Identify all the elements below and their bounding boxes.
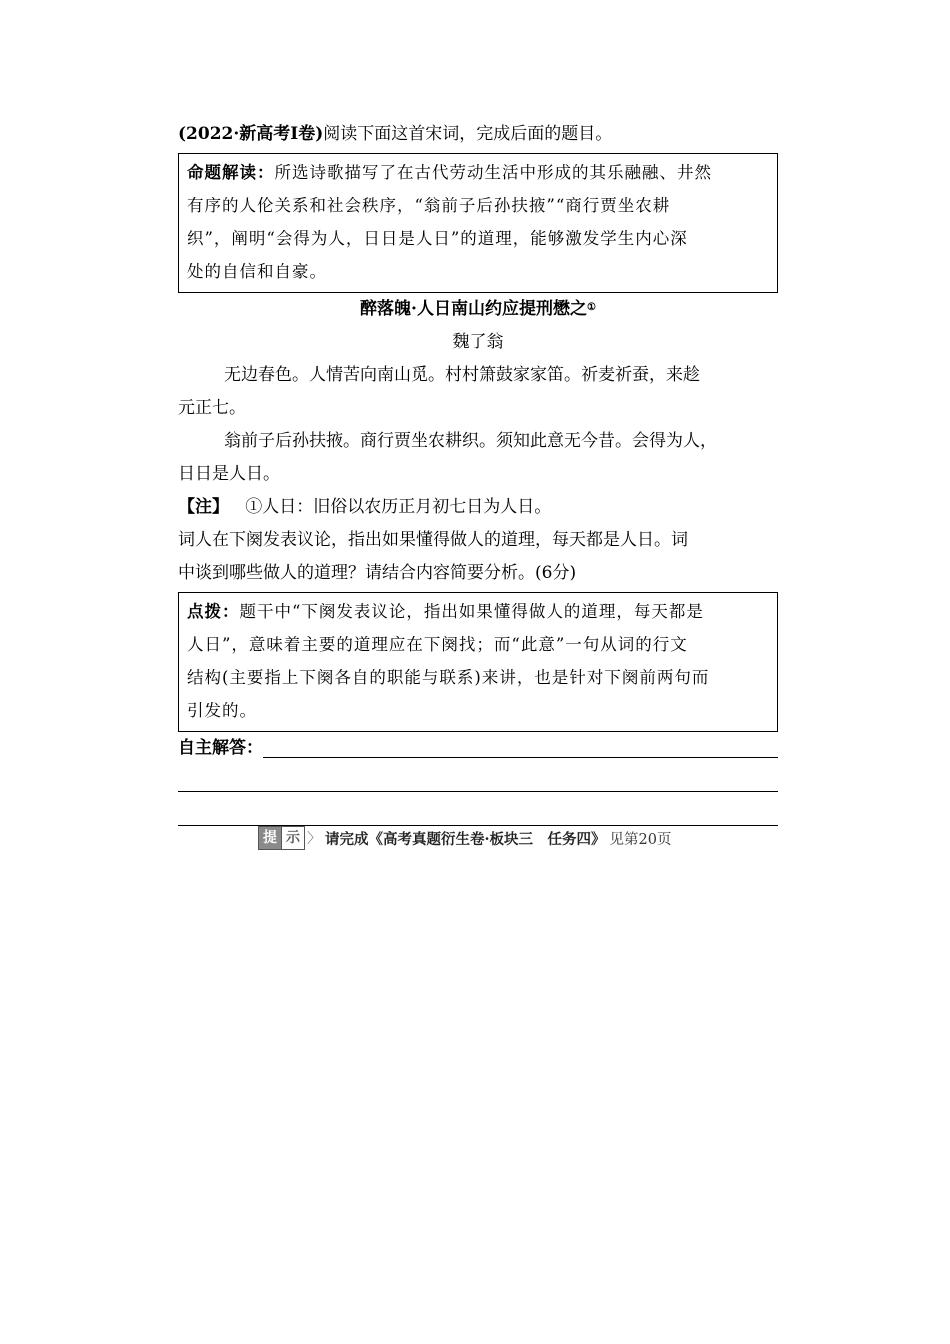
poem-author: 魏了翁 <box>452 332 504 352</box>
analysis-text-line: 织”，阐明“会得为人，日日是人日”的道理，能够激发学生内心深 <box>187 229 688 248</box>
poem-note <box>178 491 778 524</box>
poem-title-note-mark: ① <box>586 302 596 313</box>
poem-line: 日日是人日。 <box>178 464 280 484</box>
poem-line: 元正七。 <box>178 398 246 418</box>
hint-badge-char: 示 <box>281 827 304 849</box>
chevron-right-icon: 〉 <box>307 831 321 847</box>
hint-bar <box>258 826 672 850</box>
hint-badge-char: 提 <box>259 827 281 849</box>
document-page <box>178 118 778 826</box>
hint-page-ref: 见第20页 <box>609 831 672 848</box>
tip-text-line: 引发的。 <box>187 701 257 720</box>
question-instruction: 阅读下面这首宋词，完成后面的题目。 <box>323 124 613 144</box>
hint-badge <box>258 826 305 850</box>
analysis-label: 命题解读： <box>187 163 275 182</box>
analysis-text-line: 所选诗歌描写了在古代劳动生活中形成的其乐融融、井然 <box>274 163 712 182</box>
analysis-text-line: 有序的人伦关系和社会秩序，“翁前子后孙扶掖”“商行贾坐农耕 <box>187 196 671 215</box>
tip-box <box>178 592 778 732</box>
question-line: 词人在下阕发表议论，指出如果懂得做人的道理，每天都是人日。词 <box>178 530 688 550</box>
poem-line: 翁前子后孙扶掖。商行贾坐农耕织。须知此意无今昔。会得为人， <box>224 431 717 451</box>
tip-text-line: 题干中“下阕发表议论，指出如果懂得做人的道理，每天都是 <box>239 602 704 621</box>
tip-text-line: 结构(主要指上下阕各自的职能与联系)来讲，也是针对下阕前两句而 <box>187 668 710 687</box>
hint-text: 请完成《高考真题衍生卷·板块三 任务四》 <box>325 830 606 848</box>
note-text: ①人日：旧俗以农历正月初七日为人日。 <box>245 497 552 517</box>
answer-label: 自主解答： <box>178 738 263 758</box>
answer-blank[interactable] <box>263 737 778 758</box>
tip-label: 点拨： <box>187 602 240 621</box>
question-source: (2022·新高考Ⅰ卷) <box>178 124 324 144</box>
poem-line: 无边春色。人情苦向南山觅。村村箫鼓家家笛。祈麦祈蚕，来趁 <box>224 365 700 385</box>
tip-text-line: 人日”，意味着主要的道理应在下阕找；而“此意”一句从词的行文 <box>187 635 688 654</box>
answer-blank[interactable] <box>178 771 778 792</box>
analysis-text-line: 处的自信和自豪。 <box>187 262 327 281</box>
poem-title-text: 醉落魄·人日南山约应提刑懋之 <box>360 299 587 319</box>
poem-title <box>178 293 778 326</box>
intro-line <box>178 118 778 151</box>
question-line: 中谈到哪些做人的道理？请结合内容简要分析。(6分) <box>178 563 577 583</box>
analysis-box <box>178 153 778 293</box>
answer-row <box>178 732 778 765</box>
answer-blank[interactable] <box>178 805 778 826</box>
note-label: 【注】 <box>178 497 229 517</box>
